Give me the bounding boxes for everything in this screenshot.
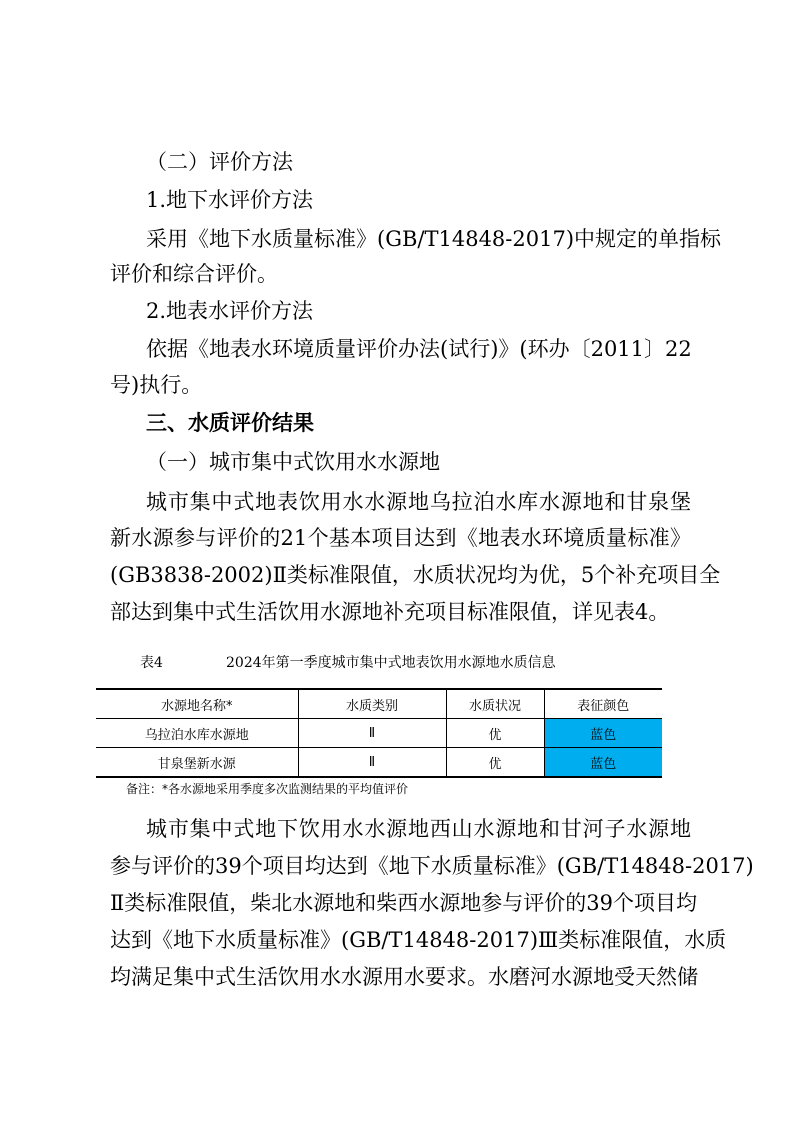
surface-method-heading: 2.地表水评价方法 [146,299,314,323]
ground-paragraph-line: 参与评价的39个项目均达到《地下水质量标准》(GB/T14848-2017) [110,854,754,878]
cell-category: Ⅱ [298,748,446,778]
table-row [96,719,662,748]
cell-color-swatch: 蓝色 [544,748,662,778]
ground-paragraph-line: 均满足集中式生活饮用水水源用水要求。水磨河水源地受天然储 [110,965,698,989]
groundwater-method-paragraph-line-2: 评价和综合评价。 [110,262,278,286]
header-source-name: 水源地名称* [96,689,298,719]
ground-paragraph-line: Ⅱ类标准限值，柴北水源地和柴西水源地参与评价的39个项目均 [110,891,697,915]
city-source-heading: （一）城市集中式饮用水水源地 [146,450,440,474]
water-quality-table [96,688,662,778]
table-row [96,748,662,778]
cell-status: 优 [446,719,544,748]
surface-paragraph-line: (GB3838-2002)Ⅱ类标准限值，水质状况均为优，5个补充项目全 [110,563,721,587]
surface-paragraph-line: 城市集中式地表饮用水水源地乌拉泊水库水源地和甘泉堡 [146,490,691,514]
eval-method-heading: （二）评价方法 [146,150,293,174]
cell-source-name: 甘泉堡新水源 [157,756,236,772]
results-heading: 三、水质评价结果 [146,411,314,435]
cell-source-name: 乌拉泊水库水源地 [144,727,249,743]
cell-category: Ⅱ [298,719,446,748]
cell-color-swatch: 蓝色 [544,719,662,748]
groundwater-method-paragraph-line-1: 采用《地下水质量标准》(GB/T14848-2017)中规定的单指标 [146,227,722,251]
ground-paragraph-line: 城市集中式地下饮用水水源地西山水源地和甘河子水源地 [146,817,691,841]
cell-status: 优 [446,748,544,778]
header-category: 水质类别 [298,689,446,719]
ground-paragraph-line: 达到《地下水质量标准》(GB/T14848-2017)Ⅲ类标准限值，水质 [110,928,727,952]
groundwater-method-heading: 1.地下水评价方法 [146,188,314,212]
table-note: 备注：*各水源地采用季度多次监测结果的平均值评价 [126,782,409,796]
surface-paragraph-line: 部达到集中式生活饮用水源地补充项目标准限值，详见表4。 [110,600,670,624]
table-title: 2024年第一季度城市集中式地表饮用水源地水质信息 [226,655,556,671]
surface-method-paragraph-line-2: 号)执行。 [110,373,203,397]
header-color: 表征颜色 [544,689,662,719]
surface-method-paragraph-line-1: 依据《地表水环境质量评价办法(试行)》(环办〔2011〕22 [146,337,692,361]
header-status: 水质状况 [446,689,544,719]
table-header-row [96,689,662,719]
surface-paragraph-line: 新水源参与评价的21个基本项目达到《地表水环境质量标准》 [110,526,691,550]
table-number: 表4 [140,655,163,671]
